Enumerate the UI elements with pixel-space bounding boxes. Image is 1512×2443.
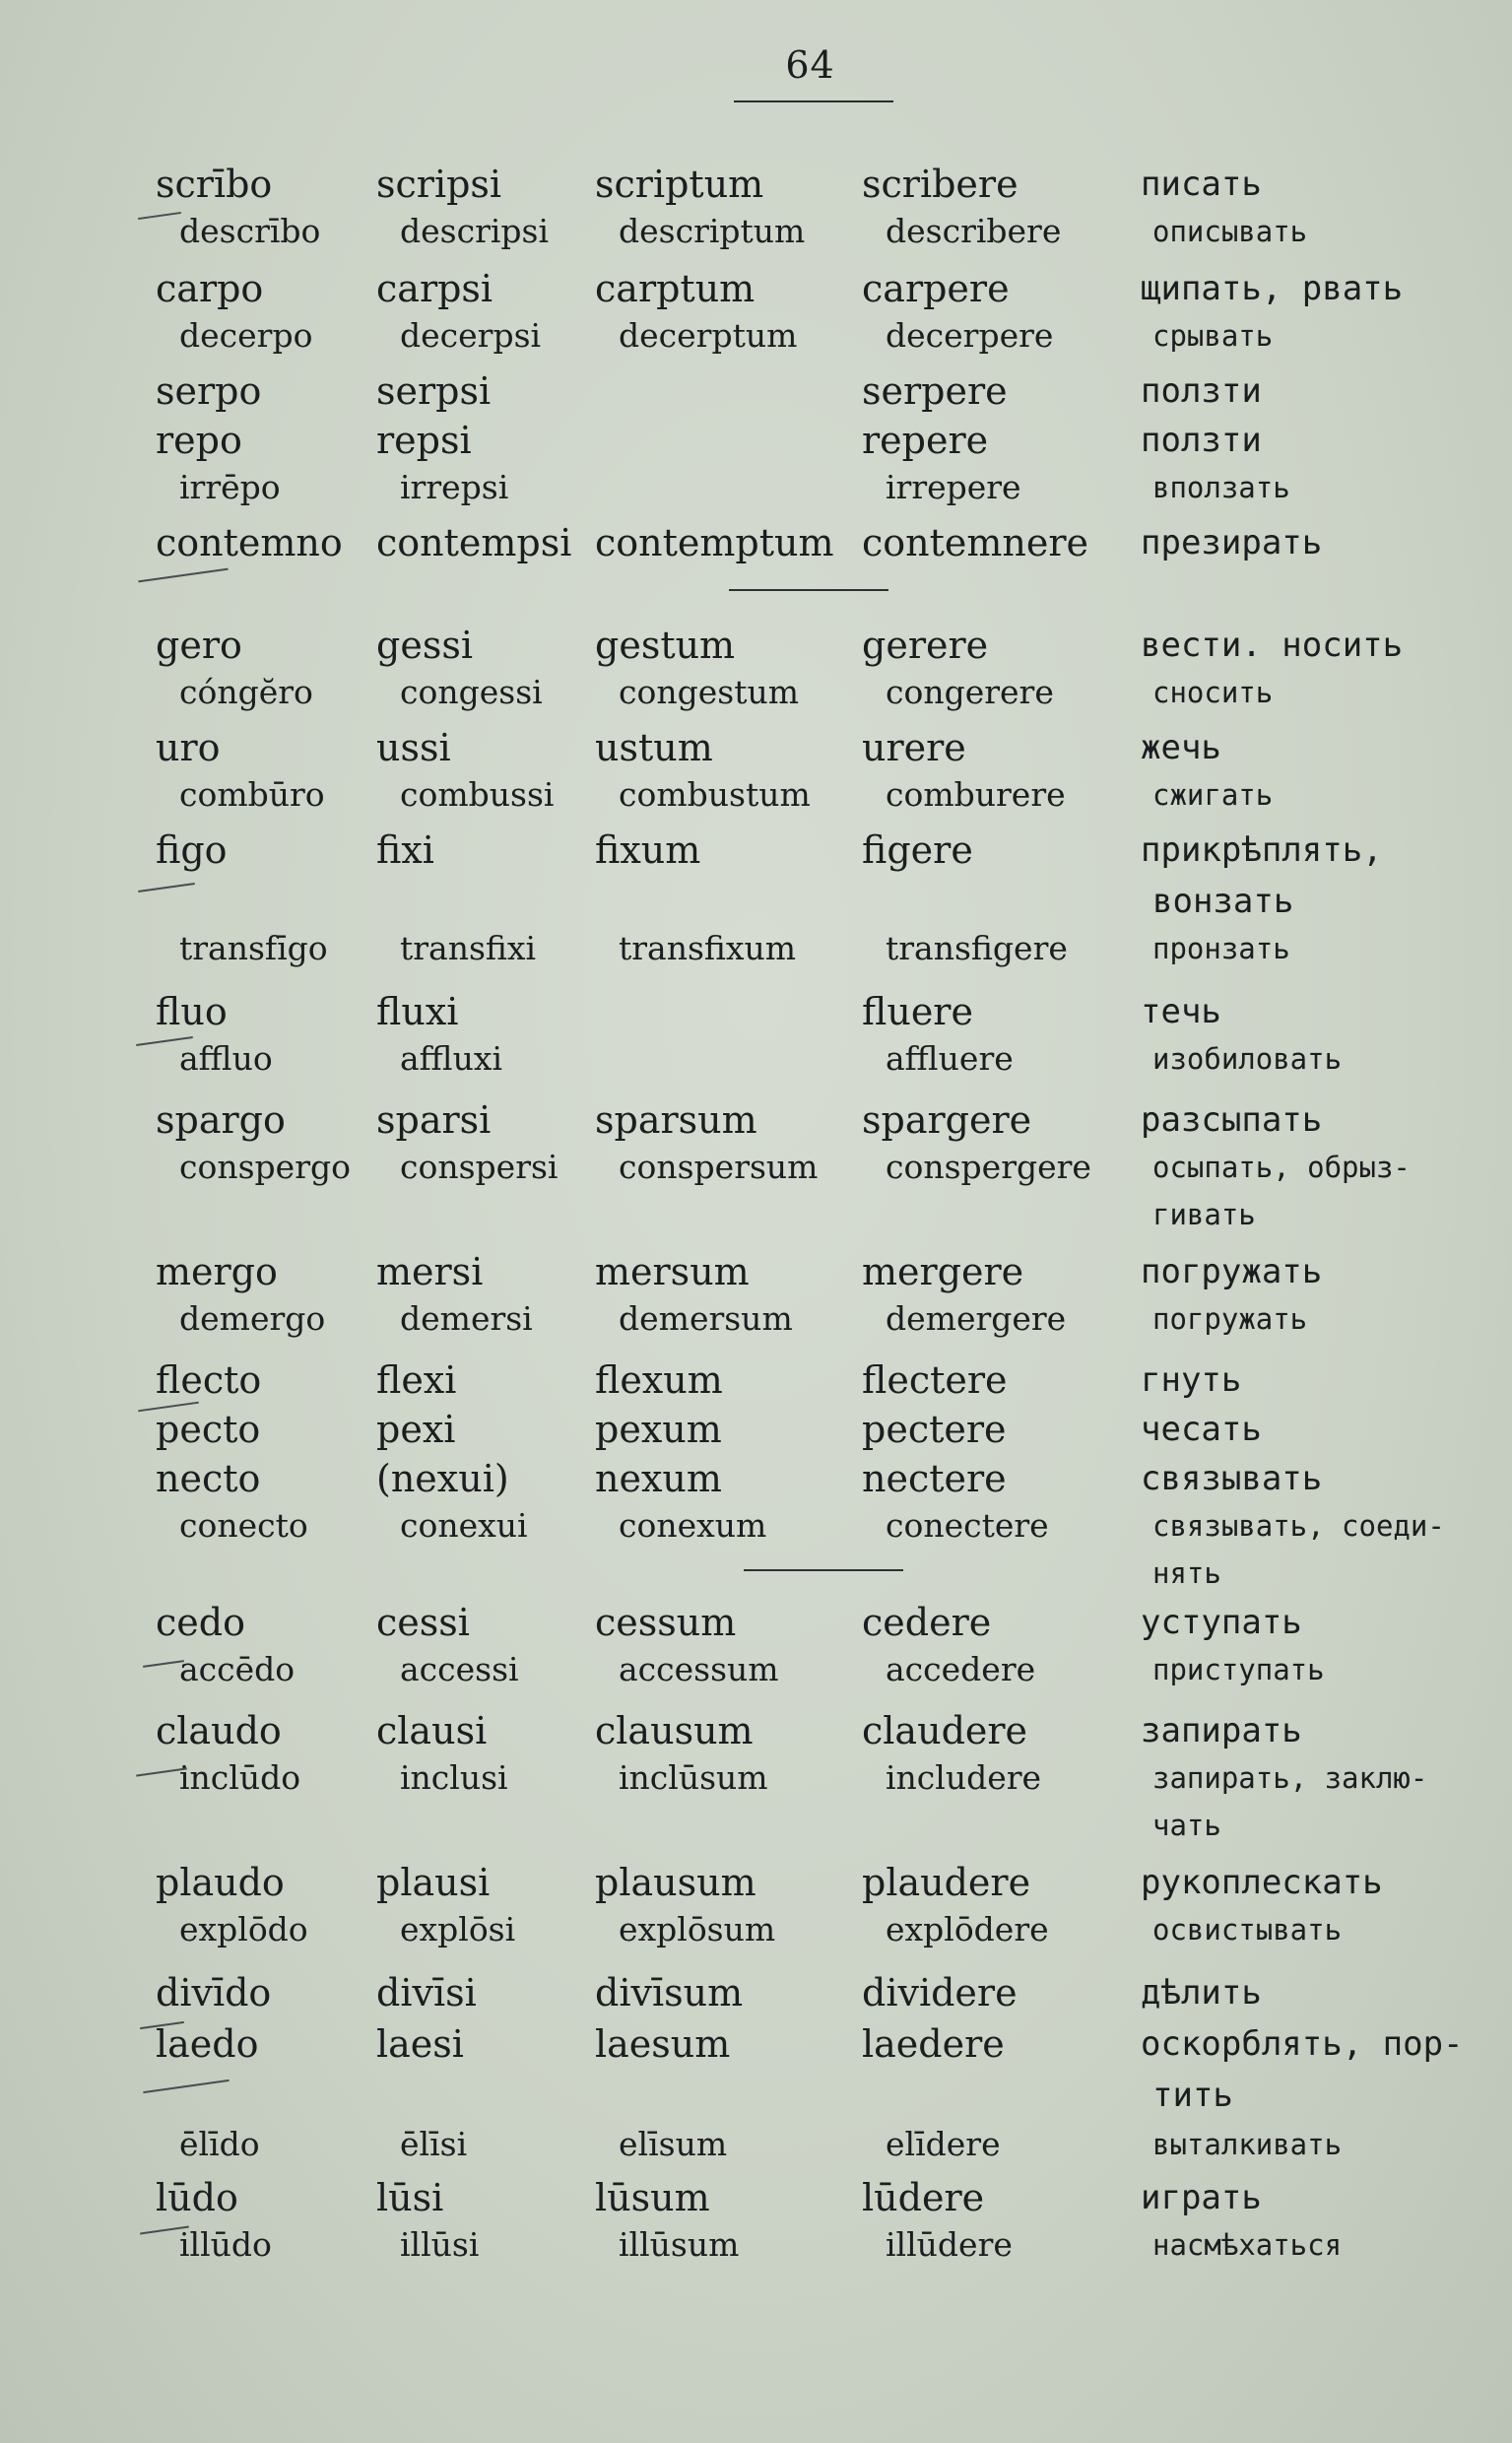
latin-present: irrēpo xyxy=(179,468,281,506)
latin-present: figo xyxy=(156,828,228,872)
verb-row xyxy=(0,518,1512,567)
latin-supine: descriptum xyxy=(619,212,806,250)
verb-row xyxy=(0,1706,1512,1755)
latin-infinitive: serpere xyxy=(862,369,1008,413)
latin-supine: nexum xyxy=(595,1457,722,1500)
russian-meaning: гивать xyxy=(1152,1198,1256,1231)
latin-perfect: decerpsi xyxy=(400,316,542,355)
latin-infinitive: dividere xyxy=(862,1971,1018,2014)
latin-present: divīdo xyxy=(156,1971,272,2014)
latin-supine: gestum xyxy=(595,624,736,667)
verb-row xyxy=(0,416,1512,465)
compound-verb-row xyxy=(0,1645,1512,1694)
russian-meaning: осыпать, обрыз- xyxy=(1152,1151,1411,1184)
latin-supine: flexum xyxy=(595,1358,723,1402)
latin-perfect: conspersi xyxy=(400,1148,559,1186)
latin-perfect: gessi xyxy=(376,624,473,667)
latin-supine: elīsum xyxy=(619,2125,728,2163)
latin-infinitive: lūdere xyxy=(862,2176,985,2219)
latin-infinitive: spargere xyxy=(862,1098,1032,1142)
latin-infinitive: transfigere xyxy=(886,929,1068,967)
latin-infinitive: mergere xyxy=(862,1250,1024,1293)
latin-perfect: plausi xyxy=(376,1861,491,1904)
latin-infinitive: urere xyxy=(862,726,966,769)
latin-infinitive: demergere xyxy=(886,1299,1067,1338)
verb-row xyxy=(0,987,1512,1036)
latin-present: affluo xyxy=(179,1039,273,1078)
verb-row xyxy=(0,264,1512,313)
russian-meaning: чесать xyxy=(1141,1410,1262,1449)
latin-infinitive: describere xyxy=(886,212,1062,250)
verb-row xyxy=(0,1968,1512,2017)
russian-meaning: уступать xyxy=(1141,1603,1302,1642)
latin-perfect: descripsi xyxy=(400,212,550,250)
latin-infinitive: conspergere xyxy=(886,1148,1091,1186)
russian-meaning: играть xyxy=(1141,2178,1262,2217)
latin-perfect: (nexui) xyxy=(376,1457,509,1500)
latin-infinitive: pectere xyxy=(862,1408,1007,1451)
compound-verb-row xyxy=(0,770,1512,820)
latin-present: transfīgo xyxy=(179,929,328,967)
latin-present: accēdo xyxy=(179,1650,296,1688)
latin-present: lūdo xyxy=(156,2176,238,2219)
compound-verb-row xyxy=(0,1143,1512,1192)
latin-perfect: congessi xyxy=(400,673,543,711)
latin-perfect: laesi xyxy=(376,2022,464,2066)
latin-perfect: demersi xyxy=(400,1299,533,1338)
verb-row xyxy=(0,723,1512,772)
latin-perfect: ēlīsi xyxy=(400,2125,468,2163)
latin-perfect: illūsi xyxy=(400,2225,480,2264)
latin-infinitive: nectere xyxy=(862,1457,1007,1500)
latin-infinitive: illūdere xyxy=(886,2225,1013,2264)
latin-infinitive: laedere xyxy=(862,2022,1005,2066)
latin-perfect: transfixi xyxy=(400,929,537,967)
latin-perfect: clausi xyxy=(376,1709,488,1752)
russian-meaning: связывать, соеди- xyxy=(1152,1509,1445,1543)
latin-supine: combustum xyxy=(619,775,811,814)
latin-supine: inclūsum xyxy=(619,1758,768,1797)
latin-infinitive: congerere xyxy=(886,673,1054,711)
latin-infinitive: flectere xyxy=(862,1358,1008,1402)
russian-meaning: рукоплескать xyxy=(1141,1863,1383,1902)
compound-verb-row xyxy=(0,2120,1512,2169)
russian-meaning: описывать xyxy=(1152,215,1308,248)
russian-meaning: презирать xyxy=(1141,523,1323,562)
compound-verb-row xyxy=(0,311,1512,361)
continuation-row xyxy=(0,1549,1512,1598)
latin-present: illūdo xyxy=(179,2225,272,2264)
section-divider xyxy=(744,1569,903,1571)
latin-present: conecto xyxy=(179,1506,308,1545)
russian-meaning: гнуть xyxy=(1141,1360,1242,1400)
latin-present: scrībo xyxy=(156,163,273,206)
latin-perfect: ussi xyxy=(376,726,451,769)
continuation-row xyxy=(0,2071,1512,2120)
latin-present: pecto xyxy=(156,1408,261,1451)
latin-present: repo xyxy=(156,419,242,462)
latin-supine: fixum xyxy=(595,828,701,872)
latin-infinitive: contemnere xyxy=(862,521,1089,564)
latin-present: contemno xyxy=(156,521,343,564)
russian-meaning: разсыпать xyxy=(1141,1100,1323,1140)
latin-infinitive: decerpere xyxy=(886,316,1054,355)
latin-present: ēlīdo xyxy=(179,2125,260,2163)
compound-verb-row xyxy=(0,2220,1512,2270)
russian-meaning: срывать xyxy=(1152,319,1274,353)
latin-infinitive: includere xyxy=(886,1758,1042,1797)
russian-meaning: выталкивать xyxy=(1152,2128,1343,2161)
compound-verb-row xyxy=(0,668,1512,717)
latin-present: flecto xyxy=(156,1358,262,1402)
latin-present: combūro xyxy=(179,775,325,814)
latin-infinitive: figere xyxy=(862,828,973,872)
russian-meaning: прикрѣплять, xyxy=(1141,830,1383,870)
latin-perfect: combussi xyxy=(400,775,555,814)
latin-infinitive: accedere xyxy=(886,1650,1036,1688)
latin-present: serpo xyxy=(156,369,262,413)
latin-present: claudo xyxy=(156,1709,282,1752)
latin-supine: carptum xyxy=(595,267,756,310)
page-number: 64 xyxy=(785,43,835,87)
latin-perfect: sparsi xyxy=(376,1098,492,1142)
latin-infinitive: irrepere xyxy=(886,468,1021,506)
latin-infinitive: comburere xyxy=(886,775,1066,814)
latin-perfect: inclusi xyxy=(400,1758,508,1797)
russian-meaning: сносить xyxy=(1152,676,1274,709)
latin-supine: ustum xyxy=(595,726,713,769)
latin-infinitive: affluere xyxy=(886,1039,1014,1078)
russian-meaning: пронзать xyxy=(1152,932,1290,965)
russian-meaning: вести. носить xyxy=(1141,626,1404,665)
latin-present: plaudo xyxy=(156,1861,285,1904)
latin-infinitive: plaudere xyxy=(862,1861,1031,1904)
latin-supine: scriptum xyxy=(595,163,764,206)
verb-row xyxy=(0,366,1512,416)
latin-supine: cessum xyxy=(595,1601,737,1644)
latin-perfect: cessi xyxy=(376,1601,470,1644)
verb-row xyxy=(0,1858,1512,1907)
verb-row xyxy=(0,2173,1512,2222)
russian-meaning: запирать, заклю- xyxy=(1152,1761,1428,1795)
latin-supine: accessum xyxy=(619,1650,779,1688)
latin-supine: conexum xyxy=(619,1506,767,1545)
russian-meaning: нять xyxy=(1152,1556,1221,1590)
latin-present: cóngĕro xyxy=(179,673,313,711)
latin-infinitive: repere xyxy=(862,419,989,462)
latin-infinitive: scribere xyxy=(862,163,1019,206)
russian-meaning: запирать xyxy=(1141,1711,1302,1750)
latin-perfect: fluxi xyxy=(376,990,459,1033)
russian-meaning: оскорблять, пор- xyxy=(1141,2024,1464,2064)
latin-supine: clausum xyxy=(595,1709,754,1752)
latin-supine: divīsum xyxy=(595,1971,744,2014)
russian-meaning: дѣлить xyxy=(1141,1973,1262,2013)
russian-meaning: щипать, рвать xyxy=(1141,269,1404,308)
compound-verb-row xyxy=(0,207,1512,256)
latin-perfect: lūsi xyxy=(376,2176,444,2219)
latin-present: decerpo xyxy=(179,316,313,355)
latin-perfect: carpsi xyxy=(376,267,493,310)
russian-meaning: изобиловать xyxy=(1152,1042,1343,1076)
russian-meaning: ползти xyxy=(1141,421,1262,460)
latin-perfect: serpsi xyxy=(376,369,492,413)
latin-supine: demersum xyxy=(619,1299,793,1338)
russian-meaning: ползти xyxy=(1141,371,1262,411)
verb-row xyxy=(0,1454,1512,1503)
latin-supine: sparsum xyxy=(595,1098,757,1142)
continuation-row xyxy=(0,1801,1512,1850)
russian-meaning: связывать xyxy=(1141,1459,1323,1498)
latin-perfect: fixi xyxy=(376,828,434,872)
latin-present: explōdo xyxy=(179,1910,308,1948)
verb-row xyxy=(0,1247,1512,1296)
latin-present: carpo xyxy=(156,267,264,310)
russian-meaning: приступать xyxy=(1152,1653,1325,1686)
compound-verb-row xyxy=(0,1034,1512,1084)
latin-present: spargo xyxy=(156,1098,286,1142)
latin-perfect: divīsi xyxy=(376,1971,477,2014)
latin-perfect: repsi xyxy=(376,419,472,462)
verb-row xyxy=(0,1095,1512,1145)
latin-present: gero xyxy=(156,624,242,667)
latin-supine: transfixum xyxy=(619,929,797,967)
verb-row xyxy=(0,1355,1512,1405)
latin-supine: lūsum xyxy=(595,2176,710,2219)
latin-supine: illūsum xyxy=(619,2225,740,2264)
latin-supine: plausum xyxy=(595,1861,756,1904)
continuation-row xyxy=(0,877,1512,926)
latin-infinitive: elīdere xyxy=(886,2125,1001,2163)
latin-perfect: irrepsi xyxy=(400,468,509,506)
latin-present: inclūdo xyxy=(179,1758,301,1797)
russian-meaning: погружать xyxy=(1141,1252,1323,1291)
latin-infinitive: cedere xyxy=(862,1601,992,1644)
latin-perfect: explōsi xyxy=(400,1910,516,1948)
latin-perfect: flexi xyxy=(376,1358,457,1402)
latin-infinitive: gerere xyxy=(862,624,989,667)
verb-row xyxy=(0,825,1512,875)
latin-present: fluo xyxy=(156,990,228,1033)
latin-perfect: affluxi xyxy=(400,1039,503,1078)
latin-infinitive: conectere xyxy=(886,1506,1049,1545)
latin-present: laedo xyxy=(156,2022,259,2066)
latin-infinitive: carpere xyxy=(862,267,1010,310)
latin-perfect: accessi xyxy=(400,1650,519,1688)
latin-present: necto xyxy=(156,1457,261,1500)
russian-meaning: тить xyxy=(1152,2076,1233,2115)
latin-supine: congestum xyxy=(619,673,799,711)
latin-present: conspergo xyxy=(179,1148,351,1186)
russian-meaning: чать xyxy=(1152,1809,1221,1842)
latin-perfect: pexi xyxy=(376,1408,456,1451)
latin-present: uro xyxy=(156,726,221,769)
russian-meaning: течь xyxy=(1141,992,1221,1031)
verb-row xyxy=(0,160,1512,209)
latin-supine: mersum xyxy=(595,1250,750,1293)
latin-supine: pexum xyxy=(595,1408,722,1451)
latin-present: mergo xyxy=(156,1250,278,1293)
latin-present: descrībo xyxy=(179,212,321,250)
russian-meaning: погружать xyxy=(1152,1302,1308,1336)
latin-supine: conspersum xyxy=(619,1148,819,1186)
section-divider xyxy=(729,589,888,591)
latin-supine: laesum xyxy=(595,2022,731,2066)
latin-present: demergo xyxy=(179,1299,326,1338)
verb-row xyxy=(0,1405,1512,1454)
compound-verb-row xyxy=(0,1905,1512,1954)
latin-present: cedo xyxy=(156,1601,245,1644)
continuation-row xyxy=(0,1190,1512,1239)
latin-perfect: mersi xyxy=(376,1250,484,1293)
verb-row xyxy=(0,621,1512,670)
compound-verb-row xyxy=(0,1753,1512,1803)
compound-verb-row xyxy=(0,1294,1512,1344)
compound-verb-row xyxy=(0,1501,1512,1551)
latin-infinitive: fluere xyxy=(862,990,973,1033)
verb-row xyxy=(0,1598,1512,1647)
russian-meaning: писать xyxy=(1141,165,1262,204)
russian-meaning: вонзать xyxy=(1152,882,1294,921)
compound-verb-row xyxy=(0,924,1512,973)
latin-perfect: scripsi xyxy=(376,163,502,206)
latin-infinitive: claudere xyxy=(862,1709,1028,1752)
latin-infinitive: explōdere xyxy=(886,1910,1049,1948)
latin-perfect: contempsi xyxy=(376,521,572,564)
russian-meaning: сжигать xyxy=(1152,778,1274,812)
compound-verb-row xyxy=(0,463,1512,512)
russian-meaning: насмѣхаться xyxy=(1152,2228,1343,2262)
latin-supine: explōsum xyxy=(619,1910,776,1948)
russian-meaning: освистывать xyxy=(1152,1913,1343,1947)
latin-supine: decerptum xyxy=(619,316,798,355)
russian-meaning: вползать xyxy=(1152,471,1290,504)
latin-supine: contemptum xyxy=(595,521,834,564)
latin-perfect: conexui xyxy=(400,1506,528,1545)
russian-meaning: жечь xyxy=(1141,728,1221,767)
verb-row xyxy=(0,2019,1512,2069)
